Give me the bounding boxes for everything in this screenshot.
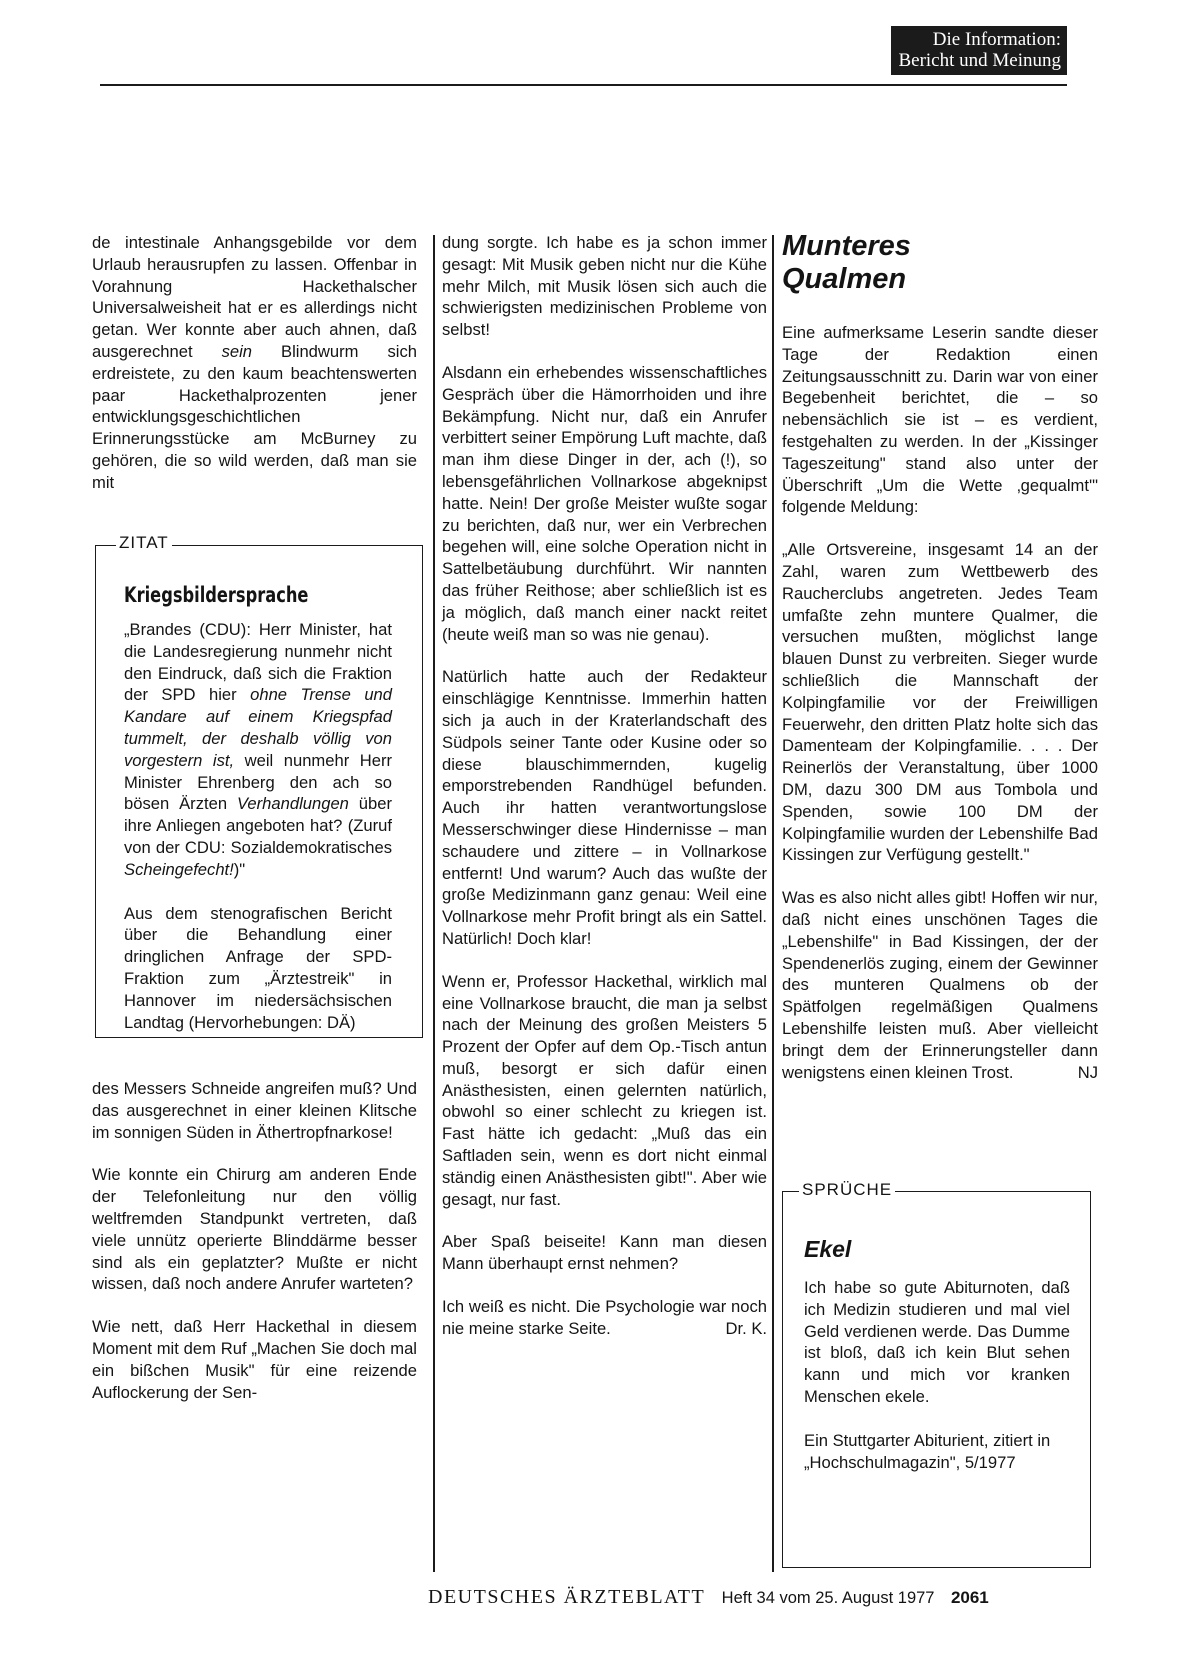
sprueche-box-content <box>804 1236 1070 1473</box>
section-header <box>891 26 1067 75</box>
column-1-top <box>92 232 417 515</box>
article-title-line2: Qualmen <box>782 263 907 295</box>
column-2-paragraph-5: Aber Spaß beiseite! Kann man diesen Mann überhaupt ernst nehmen? <box>442 1232 767 1274</box>
sprueche-text: Ich habe so gute Abiturnoten, daß ich Medizin studieren und mal viel Geld verdienen werde. Das Dumme ist bloß, daß ich kein Blut sehen kann und mich vor kranken Menschen ekele. <box>804 1278 1070 1406</box>
column-rule-2 <box>772 235 774 1572</box>
column-3-signature: NJ <box>1077 1062 1098 1082</box>
column-2-paragraph-1: dung sorgte. Ich habe es ja schon immer gesagt: Mit Musik geben nicht nur die Kühe mehr Milch, mit Musik lösen sich auch die schwierigsten medizinischen Probleme von selbst! <box>442 233 767 340</box>
column-1-paragraph-1: de intestinale Anhangsgebilde vor dem Urlaub herausrupfen zu lassen. Offenbar in Vorahnung Hackethalscher Universalweisheit hat er es allerdings nicht getan. Wer konnte aber auch ahnen, daß ausgerechnet sein Blindwurm sich erdreistete, zu den kaum beachtenswerten paar Hackethalprozenten jener entwicklungsgeschichtlichen Erinnerungsstücke am McBurney zu gehören, die so wild werden, daß man sie mit <box>92 233 417 492</box>
header-rule <box>100 84 1067 86</box>
magazine-name: DEUTSCHES ÄRZTEBLATT <box>428 1586 706 1608</box>
article-title-line1: Munteres <box>782 230 911 262</box>
section-header-line1: Die Information: <box>932 29 1061 50</box>
zitat-box-label: ZITAT <box>116 533 172 553</box>
issue-info: Heft 34 vom 25. August 1977 <box>721 1589 935 1607</box>
column-2-paragraph-2: Alsdann ein erhebendes wissenschaftliches Gespräch über die Hämorrhoiden und ihre Bekämpfung. Nicht nur, daß ein Anrufer verbittert seiner Empörung Luft machte, daß man ihm diese Dinger in der, ach (!), so lebensgefährlichen Vollnarkose abgeknipst hatte. Nein! Der große Meister wußte sogar zu berichten, daß nur, wer ein Verbrechen begehen will, eine solche Operation nicht in Sattelbetäubung durchführt. Wir nannten das früher Reithose; aber schließlich ist es ja möglich, daß manch einer nackt reitet (heute weiß man so was nie genau). <box>442 362 767 644</box>
sprueche-box-label: SPRÜCHE <box>799 1180 895 1200</box>
column-1-paragraph-2: des Messers Schneide angreifen muß? Und das ausgerechnet in einer kleinen Klitsche im sonnigen Süden in Äthertropfnarkose! <box>92 1079 417 1142</box>
page-number: 2061 <box>950 1588 989 1607</box>
column-3 <box>782 230 1098 1104</box>
zitat-box-title: Kriegsbildersprache <box>124 583 309 607</box>
zitat-quote: „Brandes (CDU): Herr Minister, hat die Landesregierung nunmehr nicht den Eindruck, daß sich die Fraktion der SPD hier ohne Trense und Kandare auf einem Kriegspfad tummelt, der deshalb völlig von vorgestern ist, weil nunmehr Herr Minister Ehrenberg den ach so bösen Ärzten Verhandlungen über ihre Anliegen angeboten hat? (Zuruf von der CDU: Sozialdemokratisches Scheingefecht!)" <box>124 620 393 879</box>
column-3-paragraph-3: Was es also nicht alles gibt! Hoffen wir nur, daß nicht eines unschönen Tages die „Lebenshilfe" in Bad Kissingen, der der Spendenerlös zuging, einem der Gewinner des munteren Qualmens ob der Spätfolgen regelmäßigen Qualmens Lebenshilfe leisten muß. Aber vielleicht bringt dem der Erinnerungsteller dann wenigstens einen kleinen Trost. NJ <box>782 888 1098 1082</box>
column-2-paragraph-4: Wenn er, Professor Hackethal, wirklich mal eine Vollnarkose braucht, die man ja selbst nach der Meinung des großen Meisters 5 Prozent der Opfer auf dem Op.-Tisch antun muß, besorgt er sich dafür einen Anästhesisten, einen gelernten natürlich, obwohl so einer schlecht zu kriegen ist. Fast hätte ich gedacht: „Muß das ein Saftladen sein, wenn es dort nicht einmal ständig einen Anästhesisten gibt!". Aber wie gesagt, nur fast. <box>442 971 767 1209</box>
section-header-line2: Bericht und Meinung <box>898 50 1061 71</box>
zitat-box-content <box>124 583 392 1033</box>
column-3-paragraph-1: Eine aufmerksame Leserin sandte dieser Tage der Redaktion einen Zeitungsausschnitt zu. Darin war von einer Begebenheit berichtet, die – so nebensächlich sie ist – es verdient, festgehalten zu werden. In der „Kissinger Tageszeitung" stand also unter der Überschrift „Um die Wette ‚gequalmt'" folgende Meldung: <box>782 323 1098 517</box>
column-2-paragraph-6: Ich weiß es nicht. Die Psychologie war noch nie meine starke Seite. Dr. K. <box>442 1297 767 1338</box>
column-2 <box>442 232 767 1340</box>
zitat-source: Aus dem stenografischen Bericht über die Behandlung einer dringlichen Anfrage der SPD-Fraktion zum „Ärztestreik" in Hannover im niedersächsischen Landtag (Hervorhebungen: DÄ) <box>124 903 392 1032</box>
sprueche-source: Ein Stuttgarter Abiturient, zitiert in „Hochschulmagazin", 5/1977 <box>804 1430 1051 1472</box>
column-3-paragraph-2: „Alle Ortsvereine, insgesamt 14 an der Zahl, waren zum Wettbewerb des Raucherclubs angetreten. Jedes Team umfaßte zehn muntere Qualmer, die versuchen mußten, möglichst lange blauen Dunst zu verbreiten. Sieger wurde schließlich die Mannschaft der Kolpingfamilie vor der Freiwilligen Feuerwehr, den dritten Platz holte sich das Damenteam der Kolpingfamilie. . . . Der Reinerlös der Veranstaltung, über 1000 DM, dazu 300 DM aus Tombola und Spenden, sowie 100 DM der Kolpingfamilie wurden der Lebenshilfe Bad Kissingen zur Verfügung gestellt." <box>782 540 1098 865</box>
column-1-bottom <box>92 1078 417 1424</box>
page-footer <box>428 1586 1068 1616</box>
column-1-paragraph-3: Wie konnte ein Chirurg am anderen Ende der Telefonleitung nur den völlig weltfremden Standpunkt vertreten, daß viele unnütz operierte Blinddärme besser sind als ein geplatzter? Mußte er nicht wissen, daß noch andere Anrufer warteten? <box>92 1165 417 1294</box>
column-1-paragraph-4: Wie nett, daß Herr Hackethal in diesem Moment mit dem Ruf „Machen Sie doch mal ein bißchen Musik" für eine reizende Auflockerung der Sen- <box>92 1317 417 1402</box>
column-2-signature: Dr. K. <box>725 1318 767 1338</box>
column-2-paragraph-3: Natürlich hatte auch der Redakteur einschlägige Kenntnisse. Immerhin hatten sich ja auch in der Kraterlandschaft des Südpols seiner Tante oder Kusine oder so diese blauschimmernden, kugelig emporstrebenden Randhügel befunden. Auch ihr hatten verantwortungslose Messerschwinger diese Hindernisse – man schaudere und zittere – in Vollnarkose entfernt! Und warum? Auch das wußte der große Medizinmann ganz genau: Weil eine Vollnarkose mehr Profit bringt als ein Sattel. Natürlich! Doch klar! <box>442 667 767 948</box>
article-title <box>782 230 1098 296</box>
sprueche-box-title: Ekel <box>804 1236 852 1262</box>
column-rule-1 <box>433 235 435 1572</box>
